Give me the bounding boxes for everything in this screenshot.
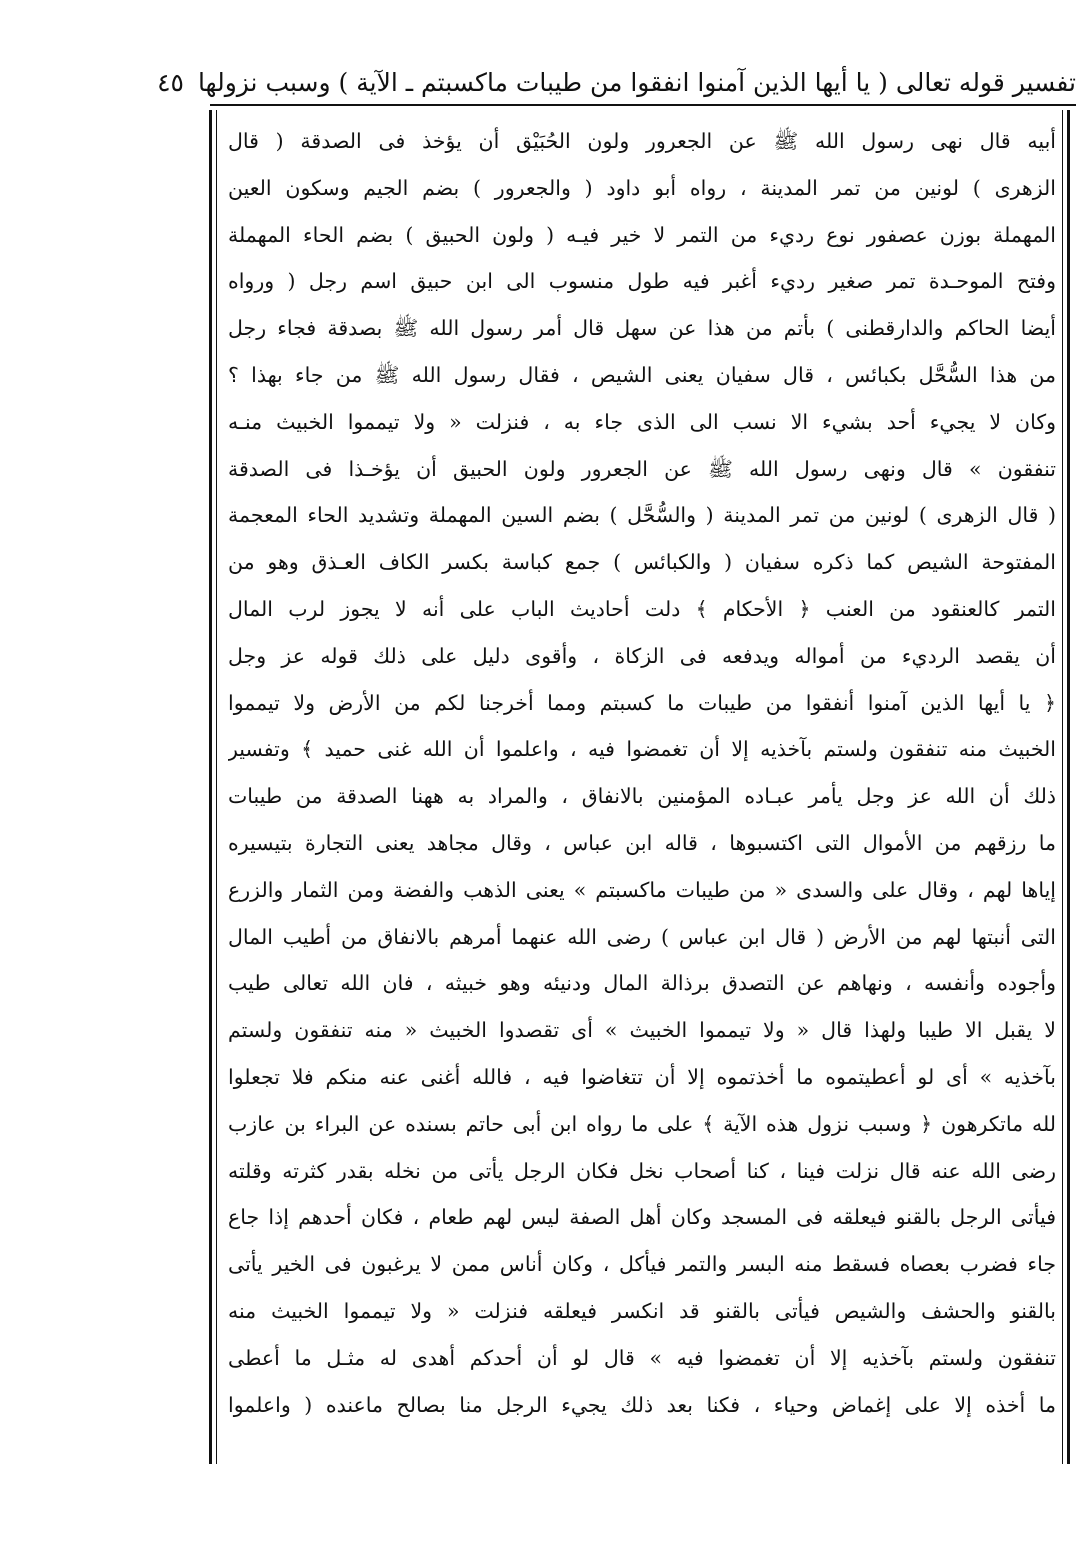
running-title: تفسير قوله تعالى ( يا أيها الذين آمنوا انفقوا من طيبات ماكسبتم ـ الآية ) وسبب نزولها bbox=[197, 67, 1076, 97]
text-line: ( قال الزهرى ) لونين من تمر المدينة ( والسُّحَّل ) بضم السين المهملة وتشديد الحاء المعجمة bbox=[228, 503, 1056, 528]
text-line: ما رزقهم من الأموال التى اكتسبوها ، قاله ابن عباس ، وقال مجاهد يعنى التجارة بتيسيره bbox=[228, 830, 1056, 855]
text-line: من هذا السُّحَّل بكبائس ، قال سفيان يعنى الشيص ، فقال رسول الله ﷺ من جاء بهذا ؟ bbox=[228, 362, 1056, 387]
text-line: رضى الله عنه قال نزلت فينا ، كنا أصحاب نخل فكان الرجل يأتى من نخله بقدر كثرته وقلته bbox=[228, 1158, 1056, 1183]
text-line: لا يقبل الا طيبا ولهذا قال « ولا تيمموا الخبيث » أى تقصدوا الخبيث « منه تنفقون ولستم bbox=[228, 1018, 1056, 1043]
text-line: الخبيث منه تنفقون ولستم بآخذيه إلا أن تغمضوا فيه ، واعلموا أن الله غنى حميد ﴾ وتفسير bbox=[228, 737, 1056, 762]
text-line: أن يقصد الرديء من أمواله ويدفعه فى الزكاة ، وأقوى دليل على ذلك قوله عز وجل bbox=[228, 643, 1056, 668]
text-line: بالقنو والحشف والشيص فيأتى بالقنو قد انكسر فيعلقه فنزلت « ولا تيمموا الخبيث منه bbox=[228, 1298, 1056, 1323]
text-line: ﴿ يا أيها الذين آمنوا أنفقوا من طيبات ما كسبتم ومما أخرجنا لكم من الأرض ولا تيمموا bbox=[228, 690, 1056, 715]
text-line: جاء فضرب بعصاه فسقط منه البسر والتمر فيأكل ، وكان أناس ممن لا يرغبون فى الخير يأتى bbox=[228, 1252, 1056, 1277]
text-line: أيضا الحاكم والدارقطنى ) بأتم من هذا عن سهل قال أمر رسول الله ﷺ بصدقة فجاء رجل bbox=[228, 316, 1056, 341]
text-line: الزهرى ) لونين من تمر المدينة ، رواه أبو داود ( والجعرور ) بضم الجيم وسكون العين bbox=[228, 175, 1056, 200]
body-text bbox=[228, 118, 1056, 1428]
text-line: تنفقون ولستم بآخذيه إلا أن تغمضوا فيه » قال لو أن أحدكم أهدى له مثـل ما أعطى bbox=[228, 1345, 1056, 1370]
text-line: ذلك أن الله عز وجل يأمر عبـاده المؤمنين بالانفاق ، والمراد به ههنا الصدقة من طيبات bbox=[228, 784, 1056, 809]
text-line: بآخذيه » أى لو أعطيتموه ما أخذتموه إلا أن تتغاضوا فيه ، فالله أغنى عنه منكم فلا تجعلوا bbox=[228, 1064, 1056, 1089]
text-line: المفتوحة الشيص كما ذكره سفيان ( والكبائس ) جمع كباسة بكسر الكاف العـذق وهو من bbox=[228, 550, 1056, 575]
text-line: التى أنبتها لهم من الأرض ( قال ابن عباس ) رضى الله عنهما أمرهم بالانفاق من أطيب المال bbox=[228, 924, 1056, 949]
text-line: إياها لهم ، وقال على والسدى « من طيبات ماكسبتم » يعنى الذهب والفضة ومن الثمار والزرع bbox=[228, 877, 1056, 902]
page-header bbox=[157, 62, 1076, 102]
frame-rule-right-outer bbox=[1067, 110, 1070, 1464]
text-line: لله ماتكرهون ﴿ وسبب نزول هذه الآية ﴾ على ما رواه ابن أبى حاتم بسنده عن البراء بن عازب bbox=[228, 1111, 1056, 1136]
text-line: تنفقون » قال ونهى رسول الله ﷺ عن الجعرور ولون الحبيق أن يؤخـذا فى الصدقة bbox=[228, 456, 1056, 481]
frame-rule-right-inner bbox=[1062, 110, 1063, 1464]
text-line: المهملة بوزن عصفور نوع رديء من التمر لا خير فيـه ( ولون الحبيق ) بضم الحاء المهملة bbox=[228, 222, 1056, 247]
text-line: أبيه قال نهى رسول الله ﷺ عن الجعرور ولون الحُبَيْق أن يؤخذ فى الصدقة ( قال bbox=[228, 129, 1056, 153]
text-line: وفتح الموحـدة تمر صغير رديء أغبر فيه طول منسوب الى ابن حبيق اسم رجل ( ورواه bbox=[228, 269, 1056, 294]
header-rule bbox=[210, 104, 1076, 106]
text-line: ما أخذه إلا على إغماض وحياء ، فكنا بعد ذلك يجيء الرجل منا بصالح ماعنده ( واعلموا bbox=[228, 1392, 1056, 1417]
text-line: فيأتى الرجل بالقنو فيعلقه فى المسجد وكان أهل الصفة ليس لهم طعام ، فكان أحدهم إذا جاع bbox=[228, 1205, 1056, 1230]
text-line: التمر كالعنقود من العنب ﴿ الأحكام ﴾ دلت أحاديث الباب على أنه لا يجوز لرب المال bbox=[228, 596, 1056, 621]
text-line: وأجوده وأنفسه ، ونهاهم عن التصدق برذالة المال ودنيئه وهو خبيثه ، فان الله تعالى طيب bbox=[228, 971, 1056, 996]
frame-rule-left-outer bbox=[209, 110, 212, 1464]
text-line: وكان لا يجيء أحد بشيء الا نسب الى الذى جاء به ، فنزلت « ولا تيمموا الخبيث منـه bbox=[228, 409, 1056, 434]
frame-rule-left-inner bbox=[216, 110, 217, 1464]
page-number: ٤٥ bbox=[157, 67, 184, 97]
